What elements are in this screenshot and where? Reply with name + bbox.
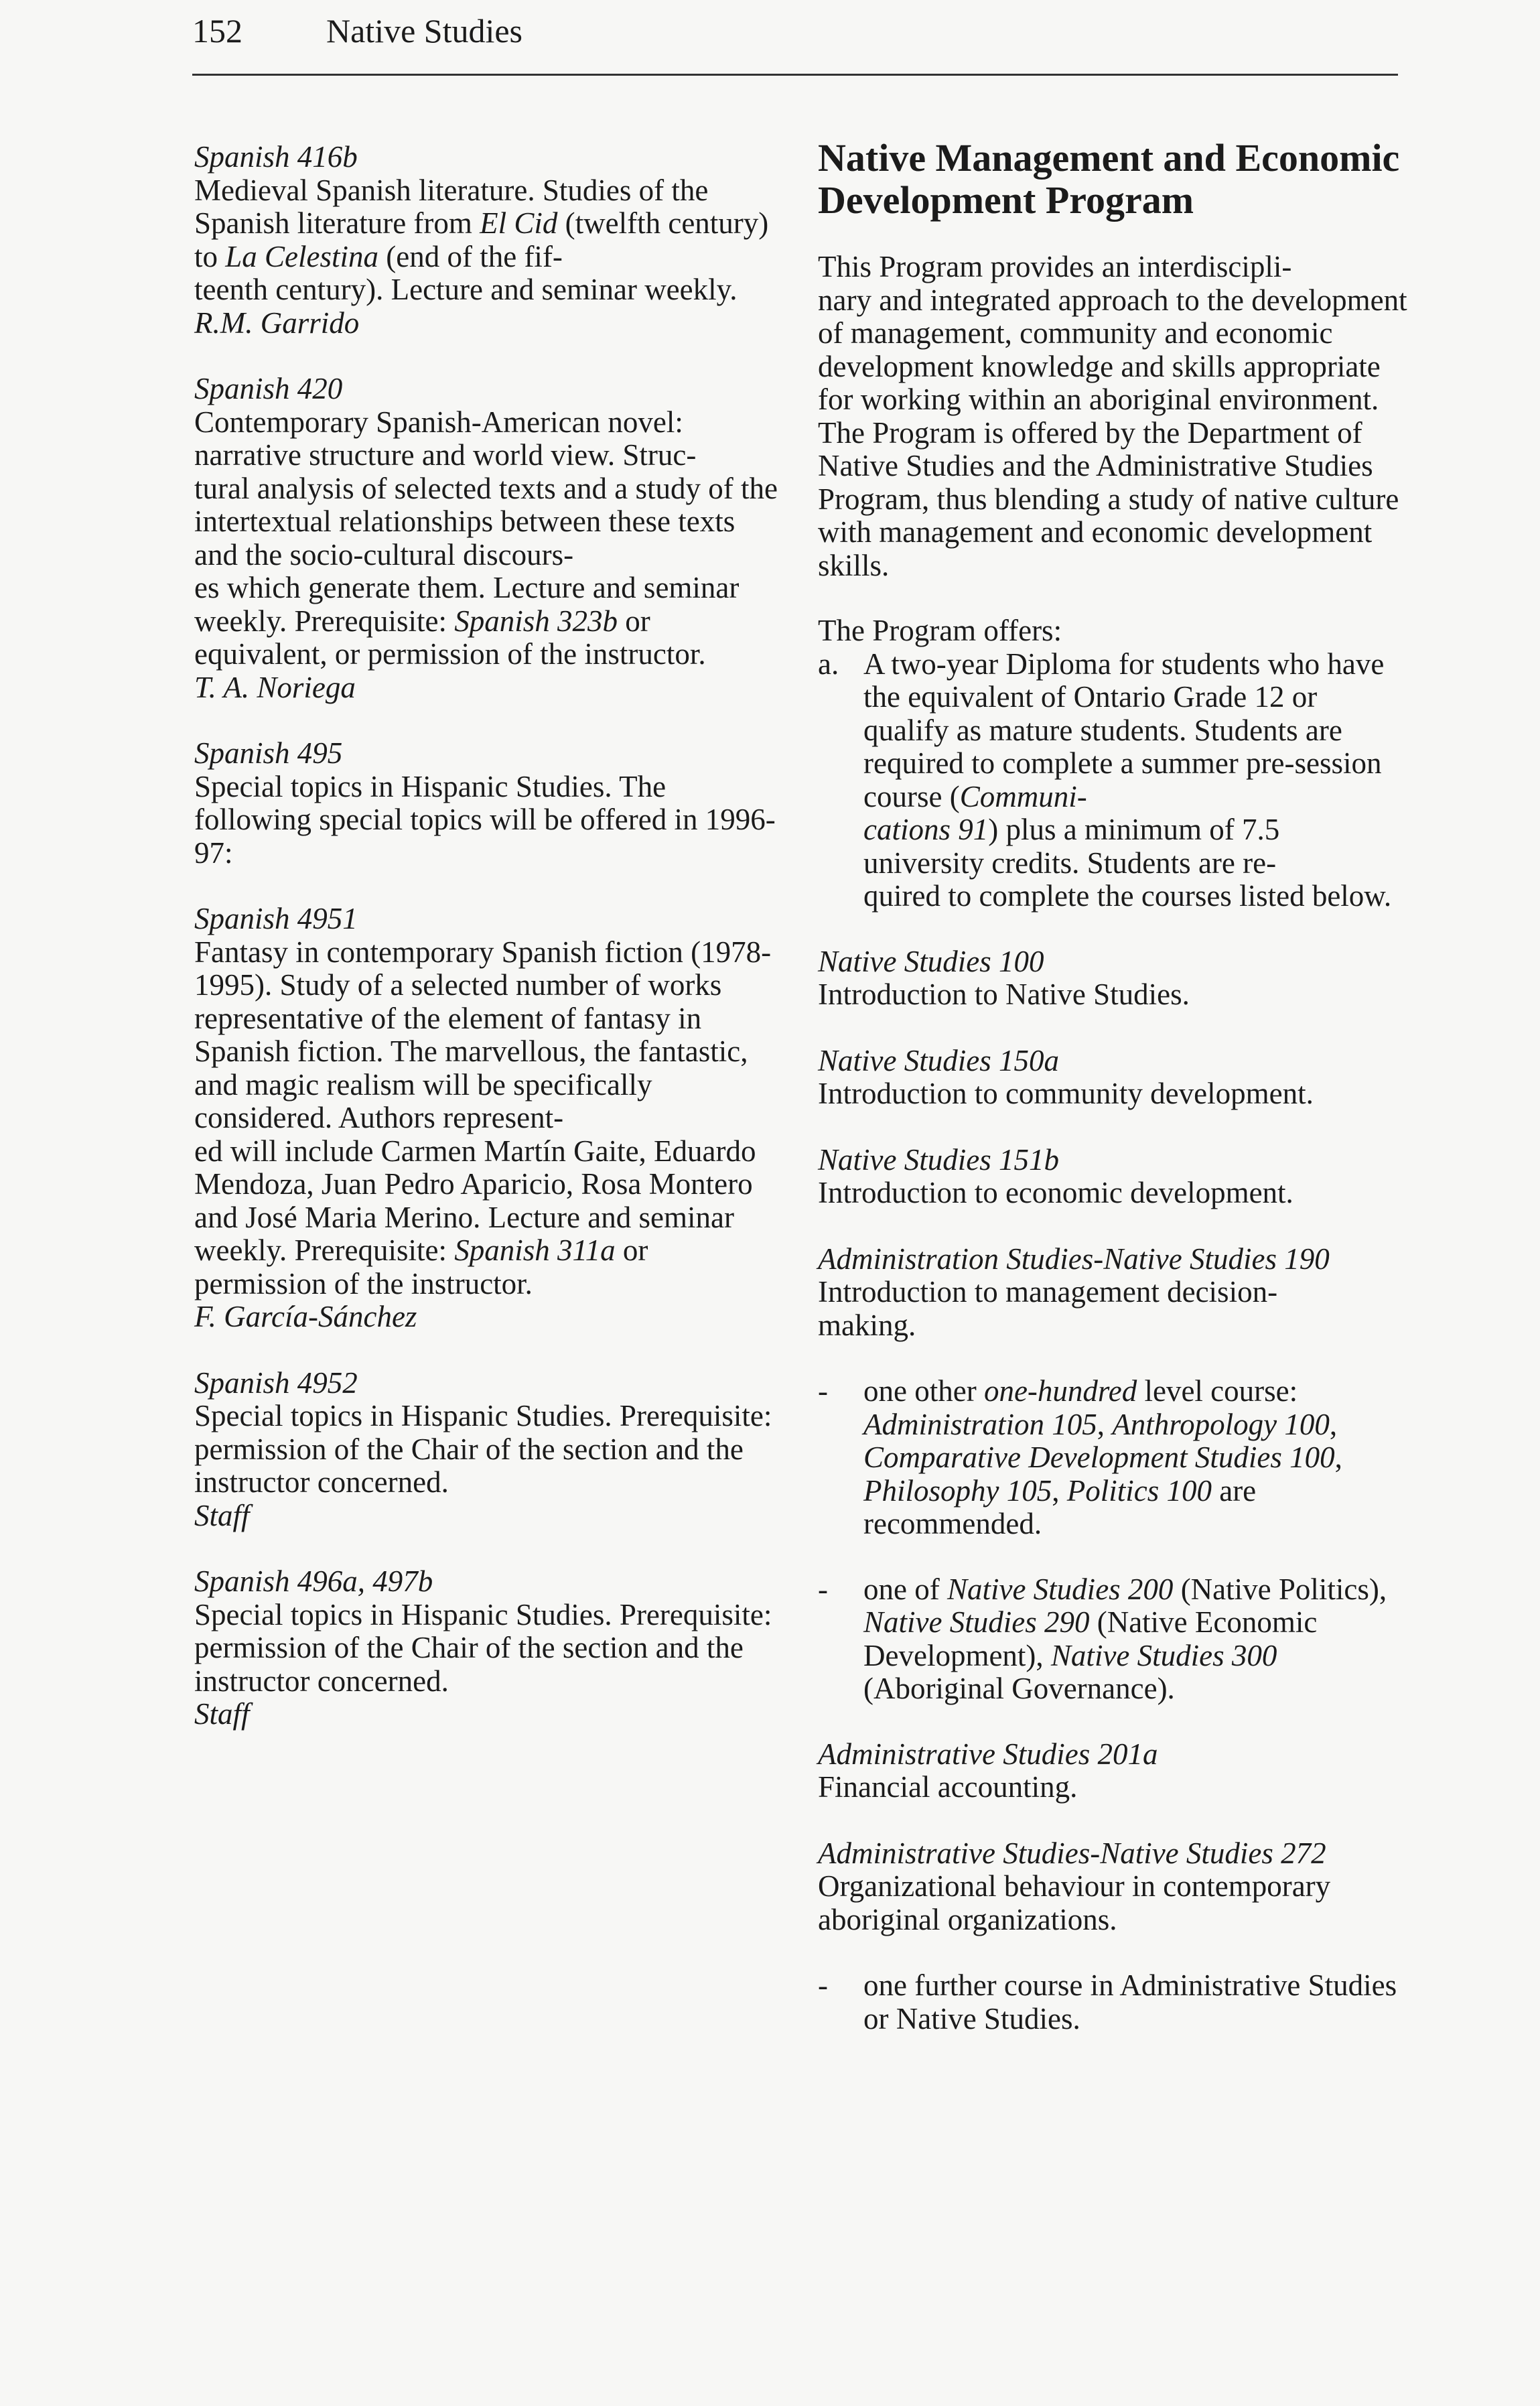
offer-item-a bbox=[818, 648, 1407, 913]
course-entry bbox=[194, 373, 784, 704]
program-intro: This Program provides an interdiscipli- nary and integrated approach to the development of management, community and economic development knowledge and skills appropriate for working within an aboriginal environment. The Program is offered by the Department of Native Studies and the Administrative Studies Program, thus blending a study of native culture with management and economic development skills. bbox=[818, 250, 1407, 582]
course-title: Spanish 420 bbox=[194, 372, 343, 405]
course-description: Medieval Spanish literature. Studies of the Spanish literature from El Cid (twelfth century) to La Celestina (end of the fif- teenth century). Lecture and seminar weekly. bbox=[194, 173, 769, 306]
right-column bbox=[818, 136, 1407, 2068]
program-course-entry bbox=[818, 1144, 1407, 1210]
course-description: Special topics in Hispanic Studies. Prerequisite: permission of the Chair of the section and the instructor concerned. bbox=[194, 1597, 772, 1698]
bullet-marker: - bbox=[818, 1374, 828, 1408]
course-title: Native Studies 100 bbox=[818, 944, 1044, 978]
program-course-entry bbox=[818, 1837, 1407, 1937]
requirement-bullet bbox=[818, 1969, 1407, 2035]
course-description: Fantasy in contemporary Spanish fiction (1978-1995). Study of a selected number of works representative of the element of fantasy in Spanish fiction. The marvellous, the fantastic, and magic realism will be specifically considered. Authors represent- ed will include Carmen Martín Gaite, Eduardo Mendoza, Juan Pedro Aparicio, Rosa Montero and José Maria Merino. Lecture and seminar weekly. Prerequisite: Spanish 311a or permission of the instructor. bbox=[194, 935, 772, 1300]
course-description: Introduction to management decision- making. bbox=[818, 1275, 1278, 1342]
program-course-entry bbox=[818, 1243, 1407, 1343]
course-description: Contemporary Spanish-American novel: narrative structure and world view. Struc- tural analysis of selected texts and a study of the intertextual relationships between these texts and the socio-cultural discours- es which generate them. Lecture and seminar weekly. Prerequisite: Spanish 323b or equivalent, or permission of the instructor. bbox=[194, 405, 778, 671]
program-course-list bbox=[818, 945, 1407, 2036]
course-title: Administrative Studies 201a bbox=[818, 1737, 1158, 1771]
course-entry bbox=[194, 1367, 784, 1533]
course-instructor: Staff bbox=[194, 1697, 250, 1731]
course-instructor: F. García-Sánchez bbox=[194, 1300, 417, 1333]
course-description: Special topics in Hispanic Studies. Prerequisite: permission of the Chair of the section and the instructor concerned. bbox=[194, 1399, 772, 1499]
offers-label: The Program offers: bbox=[818, 614, 1062, 647]
course-title: Spanish 496a, 497b bbox=[194, 1564, 433, 1598]
course-title: Spanish 495 bbox=[194, 736, 343, 770]
course-description: Special topics in Hispanic Studies. The following special topics will be offered in 1996-97: bbox=[194, 769, 776, 870]
offer-marker: a. bbox=[818, 647, 839, 681]
program-course-entry bbox=[818, 1738, 1407, 1804]
requirement-bullet bbox=[818, 1573, 1407, 1706]
course-instructor: T. A. Noriega bbox=[194, 670, 356, 704]
course-title: Native Studies 151b bbox=[818, 1142, 1059, 1177]
course-description: Organizational behaviour in contemporary aboriginal organizations. bbox=[818, 1869, 1331, 1936]
program-heading: Native Management and Economic Development Program bbox=[818, 136, 1400, 222]
requirement-text: one of Native Studies 200 (Native Politics), Native Studies 290 (Native Economic Development), Native Studies 300 (Aboriginal Governance). bbox=[863, 1572, 1387, 1705]
course-title: Spanish 4951 bbox=[194, 902, 358, 935]
course-entry bbox=[194, 141, 784, 340]
course-title: Administrative Studies-Native Studies 272 bbox=[818, 1836, 1326, 1870]
bullet-marker: - bbox=[818, 1968, 828, 2002]
requirement-text: one other one-hundred level course: Administration 105, Anthropology 100, Comparative Development Studies 100, Philosophy 105, Politics 100 are recommended. bbox=[863, 1374, 1342, 1540]
bullet-marker: - bbox=[818, 1572, 828, 1606]
course-title: Spanish 416b bbox=[194, 140, 358, 174]
course-title: Native Studies 150a bbox=[818, 1043, 1059, 1077]
course-entry bbox=[194, 1565, 784, 1731]
program-course-entry bbox=[818, 945, 1407, 1012]
requirement-text: one further course in Administrative Studies or Native Studies. bbox=[863, 1968, 1397, 2035]
offer-text: A two-year Diploma for students who have the equivalent of Ontario Grade 12 or qualify as mature students. Students are required to complete a summer pre-session course (Communi- cations 91) plus a minimum of 7.5 university credits. Students are re- quired to complete the courses listed below. bbox=[863, 647, 1392, 913]
course-title: Administration Studies-Native Studies 190 bbox=[818, 1242, 1330, 1276]
running-head: Native Studies bbox=[326, 12, 523, 50]
course-instructor: R.M. Garrido bbox=[194, 306, 360, 340]
left-column bbox=[194, 141, 784, 1764]
course-title: Spanish 4952 bbox=[194, 1365, 358, 1400]
course-description: Financial accounting. bbox=[818, 1770, 1078, 1804]
course-description: Introduction to Native Studies. bbox=[818, 978, 1190, 1011]
course-entry bbox=[194, 737, 784, 870]
course-instructor: Staff bbox=[194, 1498, 250, 1532]
page-header bbox=[192, 9, 1398, 52]
course-description: Introduction to community development. bbox=[818, 1077, 1314, 1110]
course-entry bbox=[194, 903, 784, 1334]
requirement-bullet bbox=[818, 1375, 1407, 1541]
course-description: Introduction to economic development. bbox=[818, 1176, 1293, 1209]
header-rule bbox=[192, 74, 1398, 76]
program-course-entry bbox=[818, 1045, 1407, 1111]
page-number: 152 bbox=[192, 12, 242, 50]
